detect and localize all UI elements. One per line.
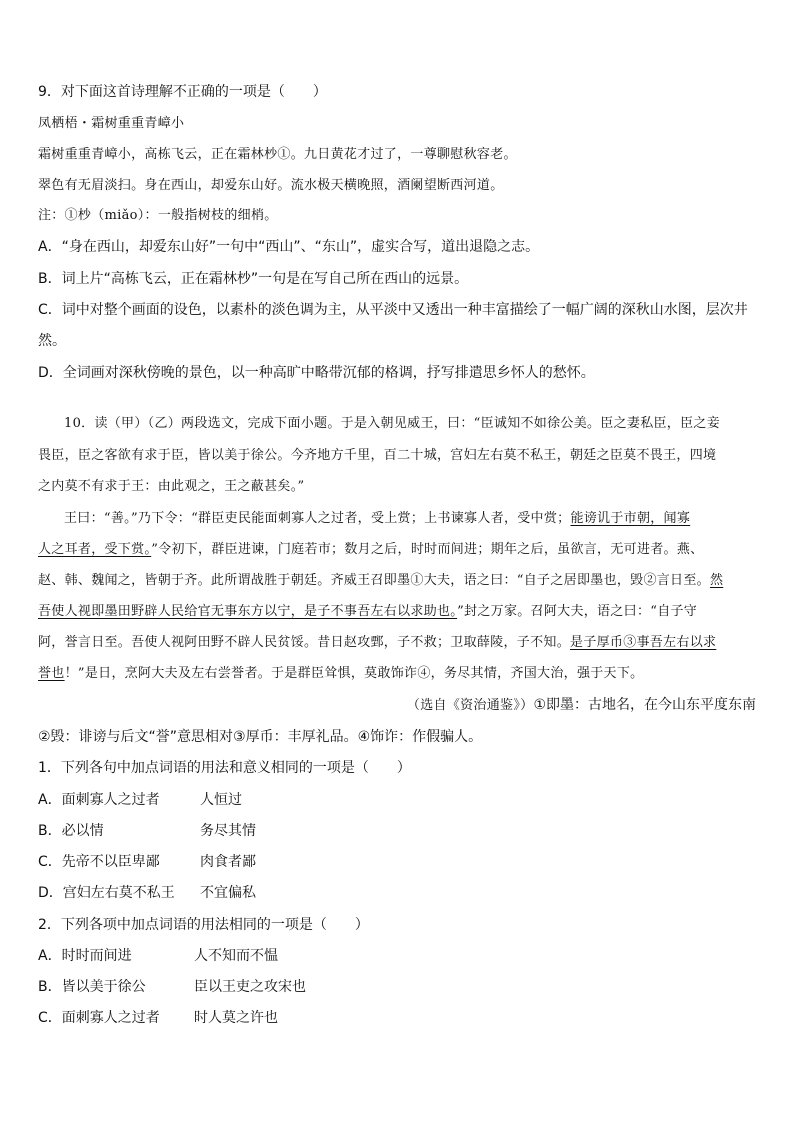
passage-text: 阿，誉言日至。吾使人视阿田野不辟人民贫馁。昔日赵攻鄄，子不救；卫取薛陵，子不知。 bbox=[38, 635, 571, 650]
q9-option-b: B．词上片“高栋飞云，正在霜林杪”一句是在写自己所在西山的远景。 bbox=[38, 271, 469, 287]
option-right: 时人莫之许也 bbox=[194, 1010, 278, 1026]
option-left: C．面刺寡人之过者 bbox=[38, 1010, 160, 1026]
question-9-stem: 9．对下面这首诗理解不正确的一项是（ ） bbox=[38, 84, 327, 100]
passage-source bbox=[407, 695, 756, 716]
q10-passage-line-2: 畏臣，臣之客欲有求于臣，皆以美于徐公。今齐地方千里，百二十城，宫妇左右莫不私王，朝廷之臣莫不畏王，四境 bbox=[38, 448, 717, 463]
passage-footnotes: ②毁：诽谤与后文“誉”意思相对③厚币：丰厚礼品。④饰诈：作假骗人。 bbox=[38, 729, 483, 745]
underlined-text: 吾使人视即墨田野辟人民给官无事东方以宁，是子不事吾左右以求助也。 bbox=[38, 604, 458, 619]
poem-note: 注：①杪（miǎo）：一般指树枝的细梢。 bbox=[38, 208, 278, 223]
passage-text: 赵、韩、魏闻之，皆朝于齐。此所谓战胜于朝廷。齐威王召即墨①大夫，语之曰：“自子之居即墨也，毁②言日至。 bbox=[38, 573, 710, 588]
sub1-option-a bbox=[38, 790, 242, 810]
poem-title: 凤栖梧・霜树重重青嶂小 bbox=[38, 116, 185, 131]
option-right: 肉食者鄙 bbox=[200, 854, 256, 870]
option-right: 人不知而不愠 bbox=[194, 948, 278, 964]
passage-text: ”令初下，群臣进谏，门庭若市；数月之后，时时而间进；期年之后，虽欲言，无可进者。燕、 bbox=[151, 542, 704, 557]
source-citation: （选自《资治通鉴》） bbox=[406, 698, 534, 713]
passage-text: 王曰：“善。”乃下令：“群臣吏民能面刺寡人之过者，受上赏；上书谏寡人者，受中赏； bbox=[64, 511, 571, 526]
q10-passage2-line-3 bbox=[38, 571, 723, 591]
q10-passage2-line-1 bbox=[64, 509, 690, 529]
sub-question-1-stem: 1．下列各句中加点词语的用法和意义相同的一项是（ ） bbox=[38, 760, 411, 776]
q9-option-d: D．全词画对深秋傍晚的景色，以一种高旷中略带沉郁的格调，抒写排遣思乡怀人的愁怀。 bbox=[38, 365, 595, 381]
sub2-option-a bbox=[38, 946, 278, 966]
underlined-text: 人之耳者，受下赏。 bbox=[38, 542, 152, 557]
q10-passage-line-3: 之内莫不有求于王：由此观之，王之蔽甚矣。” bbox=[38, 479, 305, 494]
option-right: 务尽其情 bbox=[200, 823, 256, 839]
sub1-option-c bbox=[38, 852, 256, 872]
q10-passage-line-1: 10．读（甲）（乙）两段选文，完成下面小题。于是入朝见威王，曰：“臣诚知不如徐公美。臣之妻私臣，臣之妾 bbox=[64, 416, 720, 431]
option-left: A．面刺寡人之过者 bbox=[38, 792, 160, 808]
option-left: B．必以情 bbox=[38, 823, 104, 839]
footnote-1: ①即墨：古地名，在今山东平度东南 bbox=[533, 697, 756, 713]
underlined-text: 能谤讥于市朝，闻寡 bbox=[570, 511, 691, 526]
q10-passage2-line-2 bbox=[38, 540, 703, 560]
poem-line-2: 翠色有无眉淡扫。身在西山，却爱东山好。流水极天横晚照，酒阑望断西河道。 bbox=[38, 178, 504, 193]
option-right: 臣以王吏之攻宋也 bbox=[194, 979, 306, 995]
sub1-option-d bbox=[38, 883, 256, 903]
q9-option-a: A．“身在西山，却爱东山好”一句中“西山”、“东山”，虚实合写，道出退隐之志。 bbox=[38, 239, 540, 255]
option-left: B．皆以美于徐公 bbox=[38, 979, 146, 995]
sub2-option-b bbox=[38, 977, 306, 997]
sub1-option-b bbox=[38, 821, 256, 841]
q10-passage2-line-5 bbox=[38, 633, 716, 653]
option-left: C．先帝不以臣卑鄙 bbox=[38, 854, 160, 870]
sub-question-2-stem: 2．下列各项中加点词语的用法相同的一项是（ ） bbox=[38, 917, 369, 933]
poem-line-1: 霜树重重青嶂小，高栋飞云，正在霜林杪①。九日黄花才过了，一尊聊慰秋容老。 bbox=[38, 147, 517, 162]
q10-passage2-line-6 bbox=[38, 664, 643, 684]
q9-option-c-line-1: C．词中对整个画面的设色，以素朴的淡色调为主，从平淡中又透出一种丰富描绘了一幅广阔的深秋山水图，层次井 bbox=[38, 302, 748, 318]
option-right: 人恒过 bbox=[200, 792, 242, 808]
passage-text: ”封之万家。召阿大夫，语之曰：“自子守 bbox=[457, 604, 698, 619]
underlined-text: 然 bbox=[709, 573, 724, 588]
q9-option-c-line-2: 然。 bbox=[38, 333, 66, 349]
sub2-option-c bbox=[38, 1008, 278, 1028]
underlined-text: 是子厚币③事吾左右以求 bbox=[570, 635, 717, 650]
option-left: D．宫妇左右莫不私王 bbox=[38, 885, 175, 901]
option-right: 不宜偏私 bbox=[200, 885, 256, 901]
option-left: A．时时而间进 bbox=[38, 948, 132, 964]
underlined-text: 誉也 bbox=[38, 666, 65, 681]
passage-text: ！”是日，烹阿大夫及左右尝誉者。于是群臣耸惧，莫敢饰诈④，务尽其情，齐国大治，强于天下。 bbox=[64, 666, 644, 681]
q10-passage2-line-4 bbox=[38, 602, 697, 622]
